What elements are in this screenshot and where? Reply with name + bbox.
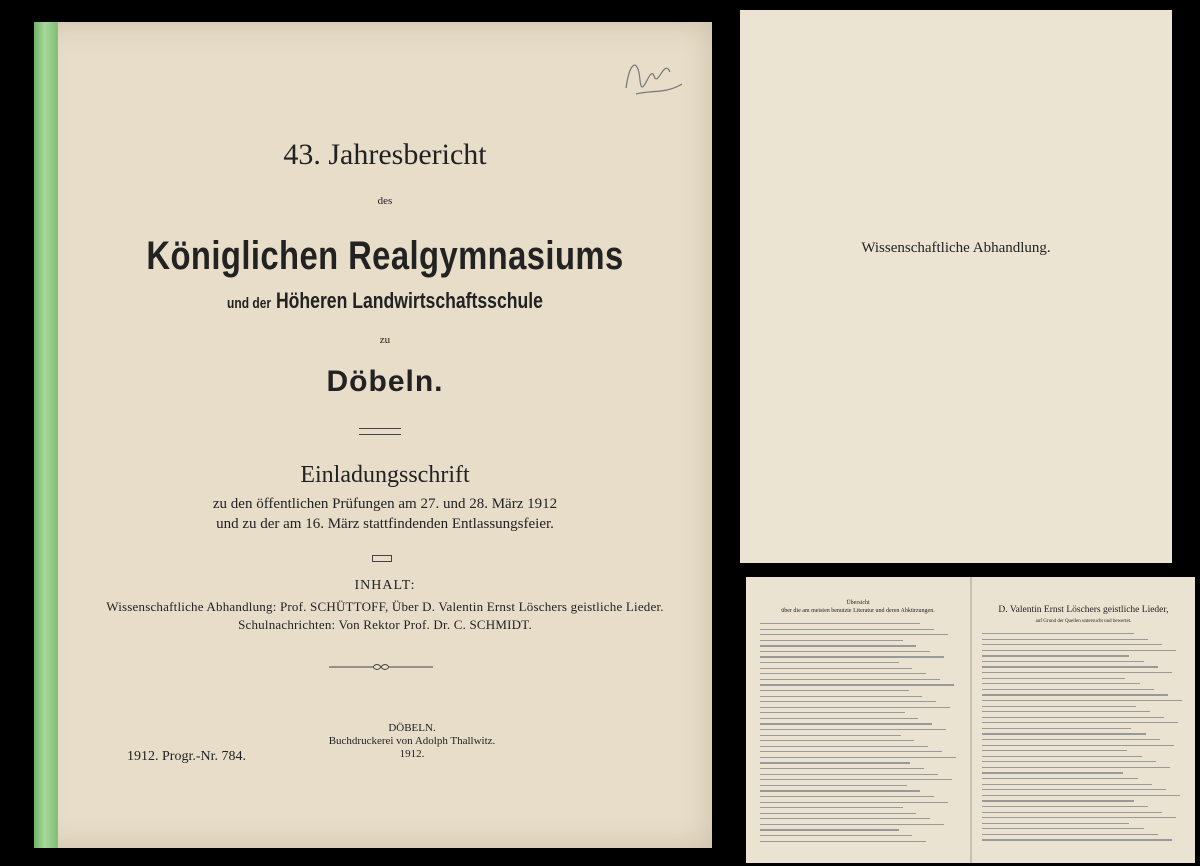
text-line (982, 806, 1148, 807)
article-heading: D. Valentin Ernst Löschers geistliche Lieder, (998, 605, 1169, 615)
text-line (760, 790, 920, 791)
report-number-title: 43. Jahresbericht (283, 138, 487, 171)
text-line (760, 768, 924, 769)
text-line (760, 785, 907, 786)
text-line (982, 756, 1142, 757)
text-line (982, 733, 1146, 734)
text-line (982, 772, 1123, 773)
handwritten-note-icon (620, 50, 686, 100)
text-line (760, 629, 934, 630)
treatise-title-page (740, 10, 1172, 563)
text-line (760, 841, 926, 842)
text-line (760, 673, 926, 674)
text-line (760, 796, 934, 797)
text-line (982, 795, 1180, 796)
text-line (982, 761, 1156, 762)
text-line (982, 717, 1164, 718)
des-word: des (377, 195, 393, 207)
text-line (760, 690, 909, 691)
text-line (760, 718, 918, 719)
text-line (982, 706, 1136, 707)
overview-subtitle: über die am meisten benutzte Literatur und deren Abkürzungen. (781, 608, 935, 614)
text-line (760, 729, 946, 730)
text-line (982, 683, 1140, 684)
text-line (760, 802, 948, 803)
text-line (760, 684, 954, 685)
text-line (760, 762, 910, 763)
text-line (982, 789, 1166, 790)
text-line (982, 644, 1162, 645)
text-line (760, 735, 901, 736)
text-line (760, 662, 899, 663)
overview-heading (746, 599, 970, 615)
text-line (760, 634, 948, 635)
contents-line-2: Schulnachrichten: Von Rektor Prof. Dr. C. SCHMIDT. (238, 617, 532, 632)
text-line (982, 834, 1158, 835)
text-line (982, 750, 1127, 751)
text-line (760, 813, 916, 814)
text-line (760, 707, 950, 708)
text-line (982, 722, 1178, 723)
text-line (760, 779, 952, 780)
text-line (982, 828, 1144, 829)
text-line (982, 689, 1154, 690)
small-box-divider (372, 555, 392, 562)
text-line (982, 666, 1158, 667)
text-line (982, 812, 1162, 813)
text-line (982, 655, 1129, 656)
und-der-prefix: und der (227, 295, 272, 312)
article-text-lines (982, 633, 1184, 845)
ornament-divider-icon (329, 662, 433, 672)
text-line (982, 839, 1172, 840)
text-line (760, 723, 932, 724)
text-line (760, 679, 940, 680)
green-spine-binding (34, 22, 58, 848)
text-line (760, 668, 912, 669)
zu-word: zu (379, 334, 391, 346)
text-line (760, 835, 912, 836)
publisher-block (292, 722, 532, 761)
text-line (760, 701, 936, 702)
text-line (982, 817, 1176, 818)
landwirtschaftsschule-name: Höheren Landwirtschaftsschule (275, 288, 543, 313)
text-line (760, 656, 944, 657)
text-line (982, 739, 1160, 740)
double-rule-divider (359, 428, 401, 435)
text-line (760, 651, 930, 652)
text-line (982, 784, 1152, 785)
text-line (760, 757, 956, 758)
text-line (760, 623, 920, 624)
text-line (982, 639, 1148, 640)
text-line (760, 824, 944, 825)
text-line (760, 696, 922, 697)
publisher-city: DÖBELN. (388, 722, 436, 734)
text-line (982, 800, 1134, 801)
text-line (760, 712, 905, 713)
overview-text-lines (760, 623, 958, 846)
contents-line-1: Wissenschaftliche Abhandlung: Prof. SCHÜTTOFF, Über D. Valentin Ernst Löschers geistliche Lieder. (106, 599, 664, 614)
text-line (982, 678, 1125, 679)
text-line (982, 823, 1129, 824)
text-line (982, 728, 1131, 729)
text-line (760, 818, 930, 819)
text-line (760, 746, 928, 747)
treatise-title: Wissenschaftliche Abhandlung. (861, 240, 1051, 256)
text-line (760, 740, 914, 741)
text-line (982, 711, 1150, 712)
text-line (982, 767, 1170, 768)
text-line (760, 751, 942, 752)
invitation-heading: Einladungsschrift (300, 462, 470, 488)
invitation-line-1: zu den öffentlichen Prüfungen am 27. und 28. März 1912 (212, 496, 558, 512)
school-name-subtitle (123, 288, 646, 314)
text-line (760, 829, 899, 830)
article-subheading: auf Grund der Quellen untersucht und bewertet. (1035, 619, 1132, 624)
publisher-printer: Buchdruckerei von Adolph Thallwitz. (328, 735, 496, 747)
text-line (982, 661, 1144, 662)
text-line (760, 645, 916, 646)
cover-page (34, 22, 712, 848)
publisher-year: 1912. (399, 748, 425, 760)
text-line (982, 672, 1172, 673)
text-line (982, 694, 1168, 695)
invitation-line-2: und zu der am 16. März stattfindenden Entlassungsfeier. (216, 516, 554, 532)
contents-heading: INHALT: (354, 578, 416, 593)
text-line (982, 633, 1134, 634)
overview-title: Übersicht (846, 600, 870, 606)
text-line (760, 807, 903, 808)
text-line (982, 778, 1138, 779)
text-line (982, 650, 1176, 651)
text-line (760, 774, 938, 775)
text-line (982, 745, 1174, 746)
text-line (760, 640, 903, 641)
program-number: 1912. Progr.-Nr. 784. (127, 749, 246, 764)
text-line (982, 700, 1182, 701)
city-name: Döbeln. (326, 365, 444, 398)
school-name-title: Königlichen Realgymnasiums (146, 234, 624, 278)
open-spread-page (746, 577, 1195, 863)
